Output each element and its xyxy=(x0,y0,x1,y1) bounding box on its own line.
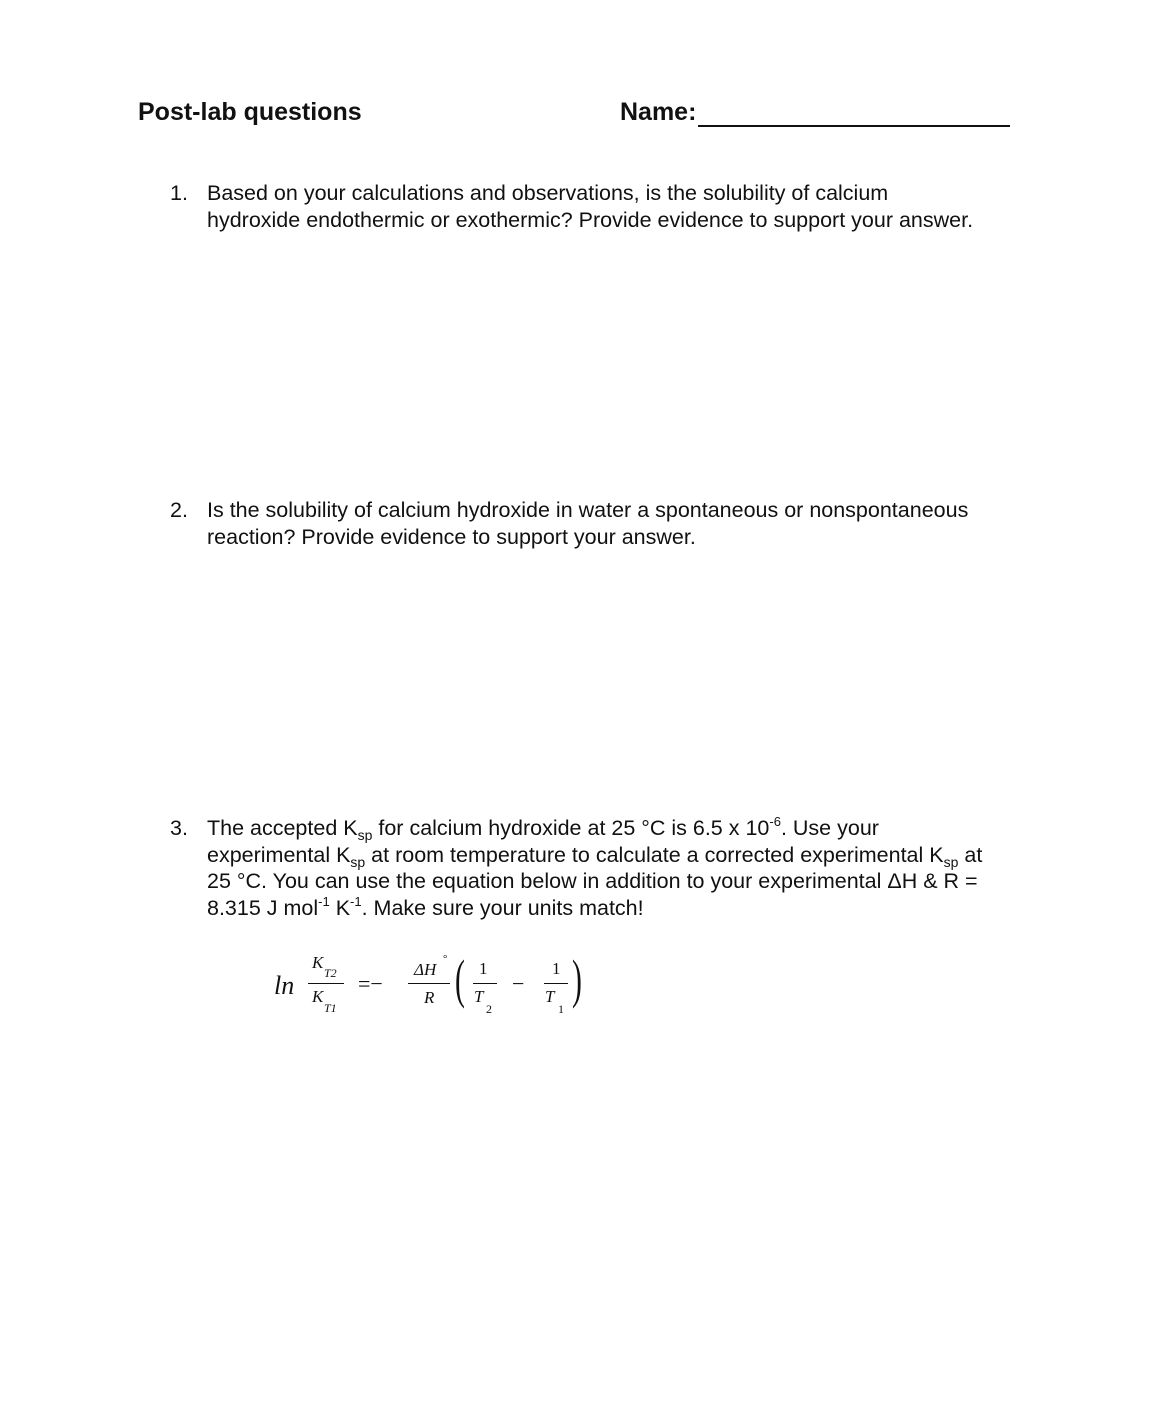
question-number: 3. xyxy=(170,816,188,840)
eq-t: T xyxy=(545,987,555,1006)
eq-k-denominator: K xyxy=(312,987,324,1006)
page-title: Post-lab questions xyxy=(138,98,362,126)
question-text xyxy=(207,815,1050,921)
question-1 xyxy=(170,180,1050,233)
eq-fraction-bar xyxy=(473,983,497,984)
eq-k-numerator: K xyxy=(312,953,324,972)
eq-one: 1 xyxy=(552,959,561,978)
name-field xyxy=(620,97,1010,127)
question-text-line: experimental $K_{sp}$ at room temperature to calculate a corrected experimental $K_{sp}$ at xyxy=(207,842,983,870)
question-text-line: reaction? Provide evidence to support your answer. xyxy=(207,524,696,549)
question-text-line: Is the solubility of calcium hydroxide in water a spontaneous or nonspontaneous xyxy=(207,498,969,522)
eq-t: T xyxy=(474,987,484,1006)
eq-fraction-bar xyxy=(408,983,450,984)
name-blank-line[interactable] xyxy=(698,103,1010,127)
question-text-line: 8.315 J mol$^{-1}$ $K^{-1}$. Make sure your units match! xyxy=(207,893,644,920)
eq-fraction-bar xyxy=(308,983,344,984)
question-number: 2. xyxy=(170,498,188,522)
eq-minus: − xyxy=(512,971,525,996)
eq-t2-subscript: T2 xyxy=(324,966,337,980)
eq-left-paren: ( xyxy=(455,949,465,1009)
question-number: 1. xyxy=(170,181,188,205)
question-2 xyxy=(170,497,1050,550)
eq-one: 1 xyxy=(479,959,488,978)
eq-r: R xyxy=(424,988,435,1007)
eq-t1-index: 1 xyxy=(558,1002,564,1016)
question-text-line: 25 °C. You can use the equation below in addition to your experimental ΔH & R = xyxy=(207,869,978,893)
eq-ln: ln xyxy=(274,971,295,1000)
eq-t2-index: 2 xyxy=(486,1002,492,1016)
question-text-line: Based on your calculations and observations, is the solubility of calcium xyxy=(207,181,889,205)
question-3 xyxy=(170,815,1050,921)
eq-right-paren: ) xyxy=(572,949,582,1009)
question-text-line: hydroxide endothermic or exothermic? Provide evidence to support your answer. xyxy=(207,207,974,232)
name-label: Name: xyxy=(620,98,697,126)
vant-hoff-equation xyxy=(268,948,608,1028)
eq-t1-subscript: T1 xyxy=(324,1001,337,1015)
eq-fraction-bar xyxy=(544,983,568,984)
eq-degree: ° xyxy=(443,953,448,965)
eq-delta-h: ΔH xyxy=(414,960,437,979)
eq-equals-minus: =− xyxy=(358,971,383,996)
question-text-line: The accepted $K_{sp}$ for calcium hydroxide at 25 °C is 6.5 x $10^{-6}$. Use your xyxy=(207,814,879,843)
